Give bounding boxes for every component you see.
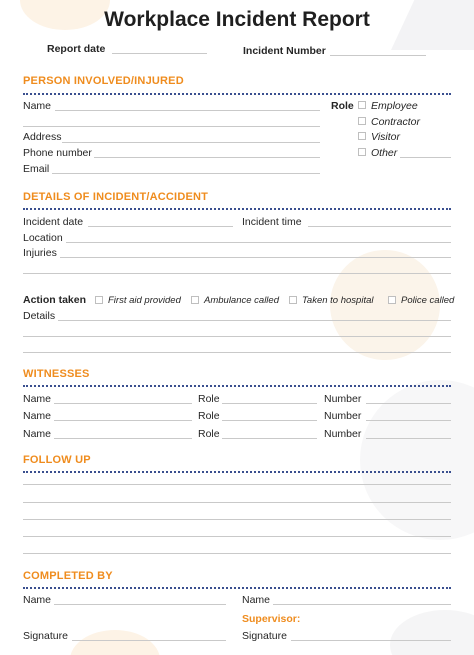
role-employee-label: Employee — [371, 100, 418, 112]
follow-up-line-3[interactable] — [23, 519, 451, 520]
incident-number-label: Incident Number — [243, 45, 326, 57]
action-hospital-label: Taken to hospital — [302, 295, 374, 306]
incident-time-field[interactable] — [308, 226, 451, 227]
supervisor-label: Supervisor: — [242, 613, 301, 625]
action-taken-label: Action taken — [23, 294, 87, 306]
action-first-aid-checkbox[interactable] — [95, 296, 103, 304]
witness-1-role-label: Role — [198, 393, 220, 405]
witness-3-number-field[interactable] — [366, 438, 451, 439]
section-heading-details: DETAILS OF INCIDENT/ACCIDENT — [23, 191, 209, 203]
details-field[interactable] — [58, 320, 451, 321]
section-divider — [23, 471, 451, 473]
witness-3-name-field[interactable] — [54, 438, 192, 439]
details-field-line3[interactable] — [23, 352, 451, 353]
role-visitor-label: Visitor — [371, 131, 400, 143]
role-other-checkbox[interactable] — [358, 148, 366, 156]
details-field-line2[interactable] — [23, 336, 451, 337]
phone-number-field[interactable] — [94, 157, 320, 158]
witness-1-number-label: Number — [324, 393, 362, 405]
action-police-checkbox[interactable] — [388, 296, 396, 304]
action-hospital-checkbox[interactable] — [289, 296, 297, 304]
witness-2-name-field[interactable] — [54, 420, 192, 421]
injuries-field-line2[interactable] — [23, 273, 451, 274]
completed-name-field[interactable] — [54, 604, 226, 605]
completed-signature-label: Signature — [23, 630, 68, 642]
action-first-aid-label: First aid provided — [108, 295, 181, 306]
witness-1-number-field[interactable] — [366, 403, 451, 404]
supervisor-signature-field[interactable] — [291, 640, 451, 641]
person-name-field-line2[interactable] — [23, 126, 320, 127]
email-field[interactable] — [52, 173, 320, 174]
person-name-field[interactable] — [55, 110, 320, 111]
witness-3-name-label: Name — [23, 428, 52, 440]
role-other-field[interactable] — [400, 157, 451, 158]
witness-2-number-field[interactable] — [366, 420, 451, 421]
witness-3-role-label: Role — [198, 428, 220, 440]
witness-1-role-field[interactable] — [222, 403, 317, 404]
role-employee-checkbox[interactable] — [358, 101, 366, 109]
action-ambulance-checkbox[interactable] — [191, 296, 199, 304]
location-field[interactable] — [66, 242, 451, 243]
supervisor-signature-label: Signature — [242, 630, 287, 642]
supervisor-name-label: Name — [242, 594, 271, 606]
details-label: Details — [23, 310, 56, 322]
incident-time-label: Incident time — [242, 216, 302, 228]
address-label: Address — [23, 131, 62, 143]
address-field[interactable] — [62, 142, 320, 143]
report-date-label: Report date — [47, 43, 106, 55]
section-heading-witnesses: WITNESSES — [23, 368, 90, 380]
section-divider — [23, 208, 451, 210]
role-contractor-checkbox[interactable] — [358, 117, 366, 125]
section-divider — [23, 587, 451, 589]
role-other-label: Other — [371, 147, 398, 159]
witness-2-role-field[interactable] — [222, 420, 317, 421]
phone-number-label: Phone number — [23, 147, 92, 159]
section-heading-completed-by: COMPLETED BY — [23, 570, 113, 582]
incident-date-label: Incident date — [23, 216, 84, 228]
witness-1-name-label: Name — [23, 393, 52, 405]
completed-signature-field[interactable] — [72, 640, 226, 641]
completed-name-label: Name — [23, 594, 52, 606]
follow-up-line-5[interactable] — [23, 553, 451, 554]
incident-date-field[interactable] — [88, 226, 233, 227]
decorative-shape — [390, 610, 474, 655]
section-divider — [23, 385, 451, 387]
role-label: Role — [331, 100, 354, 112]
witness-3-role-field[interactable] — [222, 438, 317, 439]
role-visitor-checkbox[interactable] — [358, 132, 366, 140]
action-ambulance-label: Ambulance called — [204, 295, 279, 306]
follow-up-line-1[interactable] — [23, 484, 451, 485]
witness-2-number-label: Number — [324, 410, 362, 422]
decorative-shape — [70, 630, 160, 655]
location-label: Location — [23, 232, 63, 244]
incident-number-field[interactable] — [330, 55, 426, 56]
witness-2-name-label: Name — [23, 410, 52, 422]
person-name-label: Name — [23, 100, 52, 112]
email-label: Email — [23, 163, 50, 175]
section-heading-follow-up: FOLLOW UP — [23, 454, 91, 466]
role-contractor-label: Contractor — [371, 116, 421, 128]
follow-up-line-2[interactable] — [23, 502, 451, 503]
witness-3-number-label: Number — [324, 428, 362, 440]
witness-2-role-label: Role — [198, 410, 220, 422]
follow-up-line-4[interactable] — [23, 536, 451, 537]
supervisor-name-field[interactable] — [273, 604, 451, 605]
section-divider — [23, 93, 451, 95]
decorative-shape — [360, 380, 474, 540]
injuries-field[interactable] — [60, 257, 451, 258]
injuries-label: Injuries — [23, 247, 57, 259]
section-heading-person: PERSON INVOLVED/INJURED — [23, 75, 184, 87]
page-title: Workplace Incident Report — [104, 8, 370, 31]
report-date-field[interactable] — [112, 53, 207, 54]
witness-1-name-field[interactable] — [54, 403, 192, 404]
action-police-label: Police called — [401, 295, 455, 306]
